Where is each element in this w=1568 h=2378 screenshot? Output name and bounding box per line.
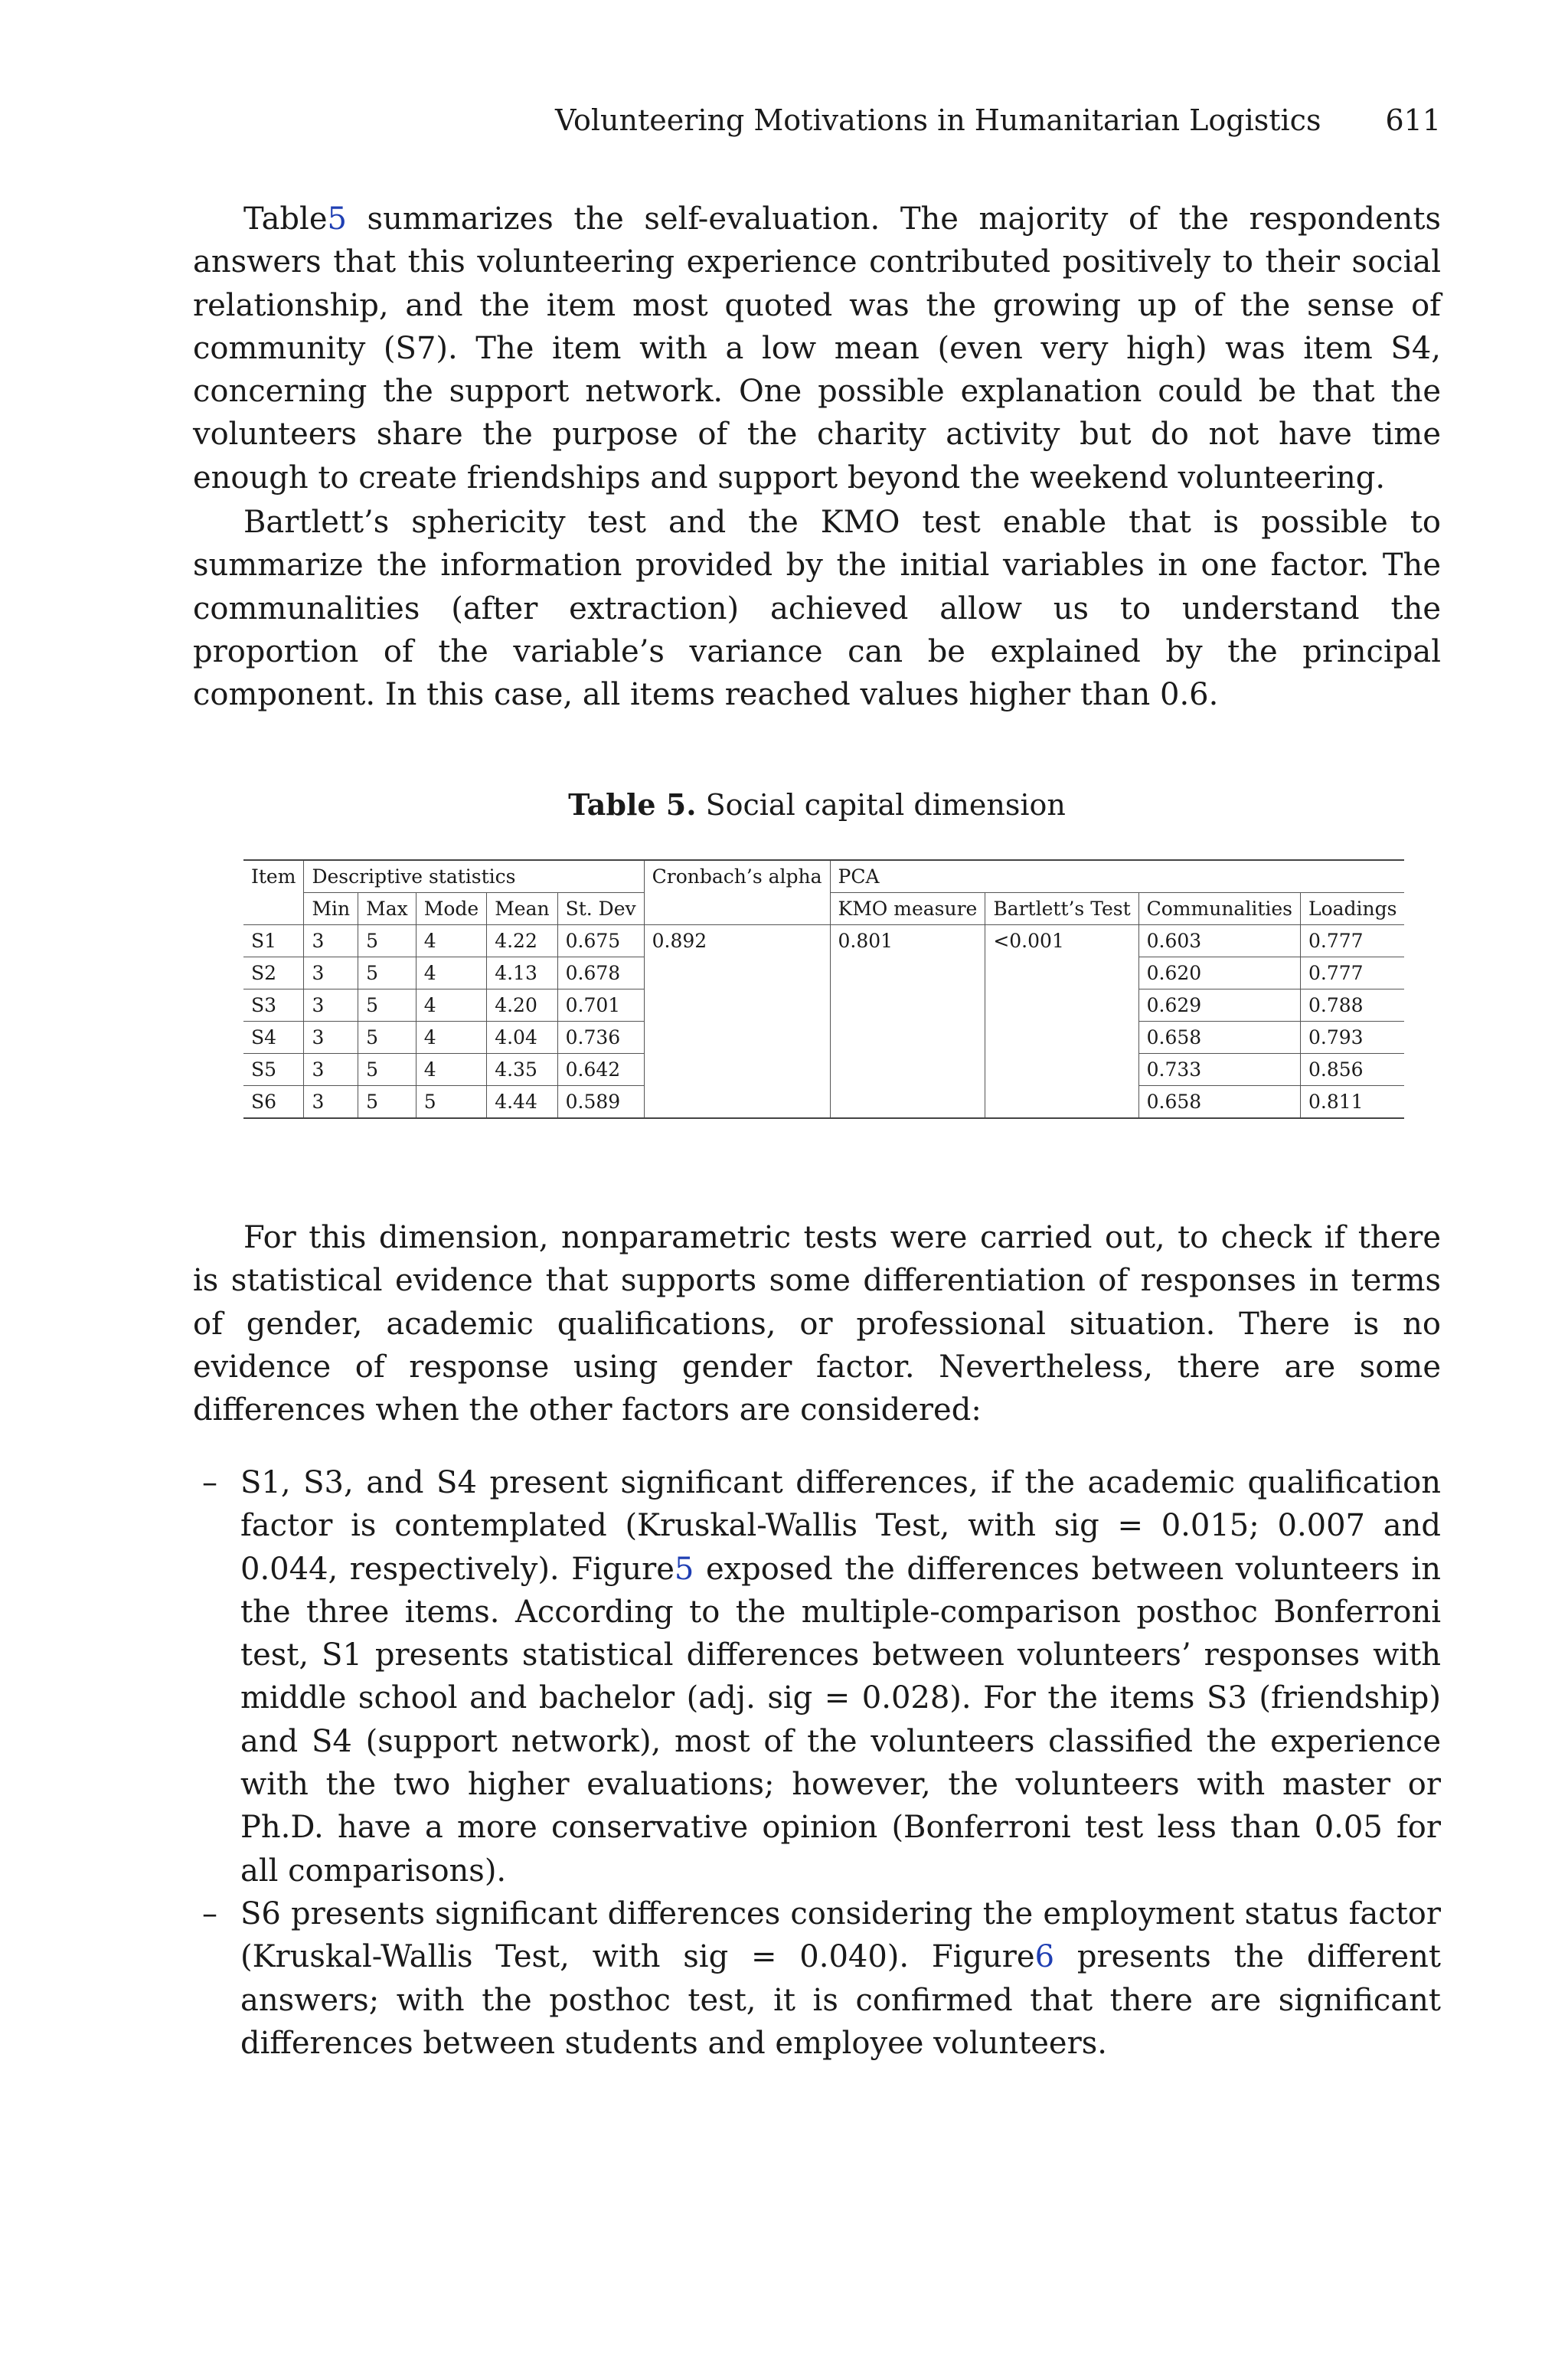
- table-caption-text: Social capital dimension: [696, 788, 1066, 822]
- cell-min: 3: [304, 957, 358, 989]
- cell-communality: 0.620: [1138, 957, 1300, 989]
- header-cronbach: Cronbach’s alpha: [644, 860, 830, 893]
- header-blank: [644, 893, 830, 925]
- header-min: Min: [304, 893, 358, 925]
- cell-communality: 0.733: [1138, 1054, 1300, 1086]
- paragraph-1-lead: Table: [243, 201, 328, 237]
- cell-empty: [644, 1054, 830, 1086]
- cell-mode: 5: [416, 1086, 486, 1119]
- header-descriptive: Descriptive statistics: [304, 860, 644, 893]
- cell-mean: 4.22: [487, 925, 557, 957]
- cell-mode: 4: [416, 925, 486, 957]
- cell-mean: 4.04: [487, 1022, 557, 1054]
- cell-loading: 0.777: [1300, 957, 1404, 989]
- header-loadings: Loadings: [1300, 893, 1404, 925]
- paragraph-2: [193, 501, 1441, 716]
- cell-max: 5: [358, 925, 416, 957]
- cell-stdev: 0.736: [557, 1022, 644, 1054]
- cell-min: 3: [304, 1022, 358, 1054]
- cell-item: S1: [243, 925, 304, 957]
- running-header: [193, 103, 1441, 137]
- header-communalities: Communalities: [1138, 893, 1300, 925]
- header-mean: Mean: [487, 893, 557, 925]
- table-header-row-1: [243, 860, 1404, 893]
- cell-empty: [644, 989, 830, 1022]
- cell-mean: 4.20: [487, 989, 557, 1022]
- table-row: [243, 989, 1404, 1022]
- list-item: [193, 1461, 1441, 1892]
- table-header-row-2: [243, 893, 1404, 925]
- cell-mean: 4.44: [487, 1086, 557, 1119]
- table-row: [243, 1054, 1404, 1086]
- cell-empty: [830, 1022, 985, 1054]
- header-kmo: KMO measure: [830, 893, 985, 925]
- cell-empty: [985, 957, 1138, 989]
- cell-cronbach: 0.892: [644, 925, 830, 957]
- cell-empty: [830, 957, 985, 989]
- cell-item: S4: [243, 1022, 304, 1054]
- cell-min: 3: [304, 925, 358, 957]
- header-bartlett: Bartlett’s Test: [985, 893, 1138, 925]
- list-dash: –: [202, 1896, 217, 1932]
- header-pca: PCA: [830, 860, 1404, 893]
- header-mode: Mode: [416, 893, 486, 925]
- figure-reference-link[interactable]: 5: [674, 1551, 694, 1587]
- header-max: Max: [358, 893, 416, 925]
- cell-item: S6: [243, 1086, 304, 1119]
- cell-mode: 4: [416, 1022, 486, 1054]
- cell-empty: [985, 1054, 1138, 1086]
- figure-reference-link[interactable]: 6: [1034, 1939, 1055, 1975]
- cell-max: 5: [358, 1022, 416, 1054]
- paragraph-1: [193, 198, 1441, 499]
- cell-communality: 0.603: [1138, 925, 1300, 957]
- table-row: [243, 1086, 1404, 1119]
- cell-mean: 4.35: [487, 1054, 557, 1086]
- cell-kmo: 0.801: [830, 925, 985, 957]
- cell-loading: 0.856: [1300, 1054, 1404, 1086]
- cell-loading: 0.793: [1300, 1022, 1404, 1054]
- list-item-2-lead: S6 presents significant differences considering the employment status factor (Kruskal-Wallis Test, with sig = 0.040). Figure: [240, 1896, 1441, 1975]
- list-item: [193, 1892, 1441, 2065]
- cell-mode: 4: [416, 957, 486, 989]
- running-title: Volunteering Motivations in Humanitarian Logistics: [555, 103, 1321, 137]
- list-item-1-lead: S1, S3, and S4 present significant differences, if the academic qualification factor is contemplated (Kruskal-Wallis Test, with sig = 0.015; 0.007 and 0.044, respectively). Figure: [240, 1465, 1441, 1587]
- paragraph-2-text: Bartlett’s sphericity test and the KMO test enable that is possible to summarize the information provided by the initial variables in one factor. The communalities (after extraction) achieved allow us to understand the proportion of the variable’s variance can be explained by the principal component. In this case, all items reached values higher than 0.6.: [193, 505, 1441, 713]
- social-capital-table: [243, 859, 1404, 1119]
- table-caption-label: Table 5.: [568, 787, 697, 822]
- cell-item: S3: [243, 989, 304, 1022]
- cell-max: 5: [358, 1054, 416, 1086]
- list-item-2-body: presents the different answers; with the posthoc test, it is confirmed that there are significant differences between students and employee volunteers.: [240, 1939, 1441, 2061]
- cell-mode: 4: [416, 1054, 486, 1086]
- table-reference-link[interactable]: 5: [327, 201, 347, 237]
- cell-empty: [644, 1086, 830, 1119]
- list-dash: –: [202, 1465, 217, 1500]
- cell-max: 5: [358, 957, 416, 989]
- cell-communality: 0.629: [1138, 989, 1300, 1022]
- cell-min: 3: [304, 989, 358, 1022]
- header-blank: [243, 893, 304, 925]
- cell-max: 5: [358, 989, 416, 1022]
- cell-min: 3: [304, 1054, 358, 1086]
- findings-list: [193, 1461, 1441, 2065]
- paragraph-3-text: For this dimension, nonparametric tests were carried out, to check if there is statistical evidence that supports some differentiation of responses in terms of gender, academic qualifications, or professional situation. There is no evidence of response using gender factor. Nevertheless, there are some differences when the other factors are considered:: [193, 1220, 1441, 1428]
- table-caption: [193, 787, 1441, 822]
- cell-stdev: 0.675: [557, 925, 644, 957]
- cell-stdev: 0.589: [557, 1086, 644, 1119]
- list-item-1-body: exposed the differences between volunteers in the three items. According to the multiple-comparison posthoc Bonferroni test, S1 presents statistical differences between volunteers’ responses with middle school and bachelor (adj. sig = 0.028). For the items S3 (friendship) and S4 (support network), most of the volunteers classified the experience with the two higher evaluations; however, the volunteers with master or Ph.D. have a more conservative opinion (Bonferroni test less than 0.05 for all comparisons).: [240, 1551, 1441, 1889]
- cell-empty: [644, 957, 830, 989]
- cell-item: S5: [243, 1054, 304, 1086]
- cell-loading: 0.777: [1300, 925, 1404, 957]
- table-row: [243, 1022, 1404, 1054]
- cell-min: 3: [304, 1086, 358, 1119]
- cell-empty: [985, 1086, 1138, 1119]
- paragraph-1-body: summarizes the self-evaluation. The majority of the respondents answers that this volunteering experience contributed positively to their social relationship, and the item most quoted was the growing up of the sense of community (S7). The item with a low mean (even very high) was item S4, concerning the support network. One possible explanation could be that the volunteers share the purpose of the charity activity but do not have time enough to create friendships and support beyond the weekend volunteering.: [193, 201, 1441, 496]
- cell-mode: 4: [416, 989, 486, 1022]
- header-stdev: St. Dev: [557, 893, 644, 925]
- cell-empty: [830, 1054, 985, 1086]
- header-item: Item: [243, 860, 304, 893]
- cell-loading: 0.811: [1300, 1086, 1404, 1119]
- cell-empty: [985, 989, 1138, 1022]
- page-number: 611: [1385, 103, 1441, 137]
- cell-loading: 0.788: [1300, 989, 1404, 1022]
- cell-mean: 4.13: [487, 957, 557, 989]
- cell-communality: 0.658: [1138, 1086, 1300, 1119]
- cell-empty: [985, 1022, 1138, 1054]
- cell-empty: [830, 1086, 985, 1119]
- cell-communality: 0.658: [1138, 1022, 1300, 1054]
- cell-empty: [830, 989, 985, 1022]
- cell-bartlett: <0.001: [985, 925, 1138, 957]
- cell-stdev: 0.678: [557, 957, 644, 989]
- cell-item: S2: [243, 957, 304, 989]
- cell-max: 5: [358, 1086, 416, 1119]
- paragraph-3: [193, 1216, 1441, 1431]
- cell-stdev: 0.642: [557, 1054, 644, 1086]
- table-row: [243, 925, 1404, 957]
- cell-empty: [644, 1022, 830, 1054]
- table-row: [243, 957, 1404, 989]
- cell-stdev: 0.701: [557, 989, 644, 1022]
